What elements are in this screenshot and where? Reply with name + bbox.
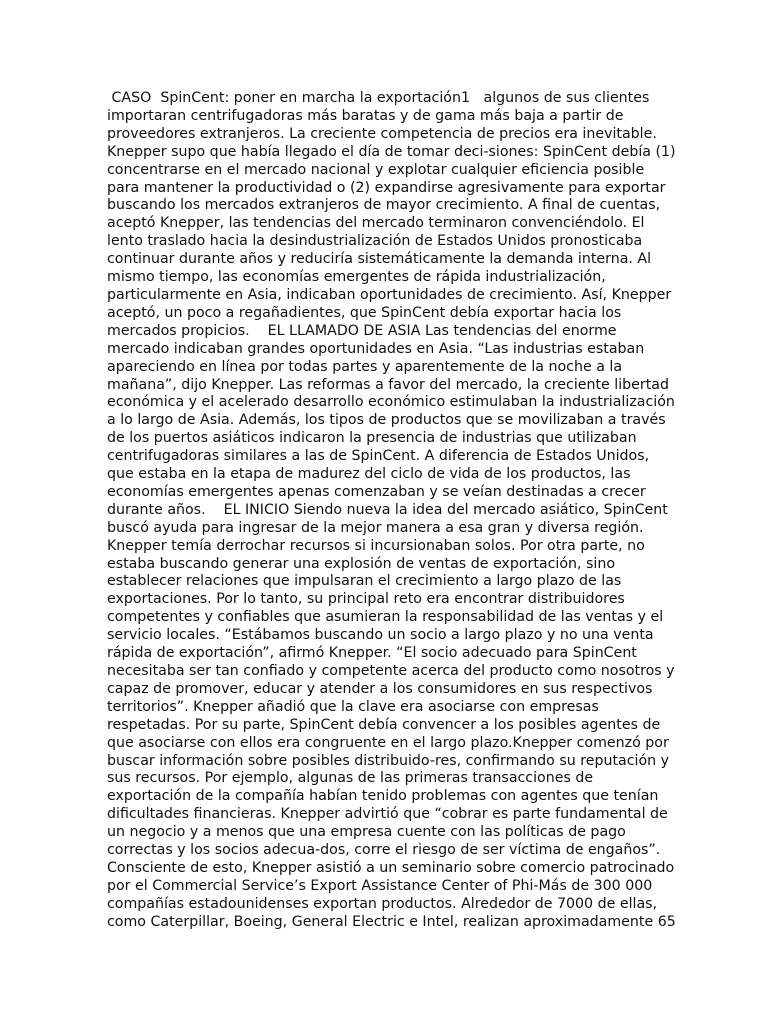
document-body-text: CASO SpinCent: poner en marcha la exportación1 algunos de sus clientes importaran centrifugadoras más baratas y de gama más baja a partir de proveedores extranjeros. La creciente competencia de precios era inevitable. Knepper supo que había llegado el día de tomar deci-siones: SpinCent debía (1) concentrarse en el mercado nacional y explotar cualquier eficiencia posible para mantener la productividad o (2) expandirse agresivamente para exportar buscando los mercados extranjeros de mayor crecimiento. A final de cuentas, aceptó Knepper, las tendencias del mercado terminaron convenciéndolo. El lento traslado hacia la desindustrialización de Estados Unidos pronosticaba continuar durante años y reduciría sistemáticamente la demanda interna. Al mismo tiempo, las economías emergentes de rápida industrialización, particularmente en Asia, indicaban oportunidades de crecimiento. Así, Knepper aceptó, un poco a regañadientes, que SpinCent debía exportar hacia los mercados propicios. EL LLAMADO DE ASIA Las tendencias del enorme mercado indicaban grandes oportunidades en Asia. “Las industrias estaban apareciendo en línea por todas partes y aparentemente de la noche a la mañana”, dijo Knepper. Las reformas a favor del mercado, la creciente libertad económica y el acelerado desarrollo económico estimulaban la industrialización a lo largo de Asia. Además, los tipos de productos que se movilizaban a través de los puertos asiáticos indicaron la presencia de industrias que utilizaban centrifugadoras similares a las de SpinCent. A diferencia de Estados Unidos, que estaba en la etapa de madurez del ciclo de vida de los productos, las economías emergentes apenas comenzaban y se veían destinadas a crecer durante años. EL INICIO Siendo nueva la idea del mercado asiático, SpinCent buscó ayuda para ingresar de la mejor manera a esa gran y diversa región. Knepper temía derrochar recursos si incursionaban solos. Por otra parte, no estaba buscando generar una explosión de ventas de exportación, sino establecer relaciones que impulsaran el crecimiento a largo plazo de las exportaciones. Por lo tanto, su principal reto era encontrar distribuidores competentes y confiables que asumieran la responsabilidad de las ventas y el servicio locales. “Estábamos buscando un socio a largo plazo y no una venta rápida de exportación”, afirmó Knepper. “El socio adecuado para SpinCent necesitaba ser tan confiado y competente acerca del producto como nosotros y capaz de promover, educar y atender a los consumidores en sus respectivos territorios”. Knepper añadió que la clave era asociarse con empresas respetadas. Por su parte, SpinCent debía convencer a los posibles agentes de que asociarse con ellos era congruente en el largo plazo.Knepper comenzó por buscar información sobre posibles distribuido-res, confirmando su reputación y sus recursos. Por ejemplo, algunas de las primeras transacciones de exportación de la compañía habían tenido problemas con agentes que tenían dificultades financieras. Knepper advirtió que “cobrar es parte fundamental de un negocio y a menos que una empresa cuente con las políticas de pago correctas y los socios adecua-dos, corre el riesgo de ser víctima de engaños”. Consciente de esto, Knepper asistió a un seminario sobre comercio patrocinado por el Commercial Service’s Export Assistance Center of Phi-Más de 300 000 compañías estadounidenses exportan productos. Alrededor de 7000 de ellas, como Caterpillar, Boeing, General Electric e Intel, realizan aproximadamente 65 [107, 90, 681, 930]
